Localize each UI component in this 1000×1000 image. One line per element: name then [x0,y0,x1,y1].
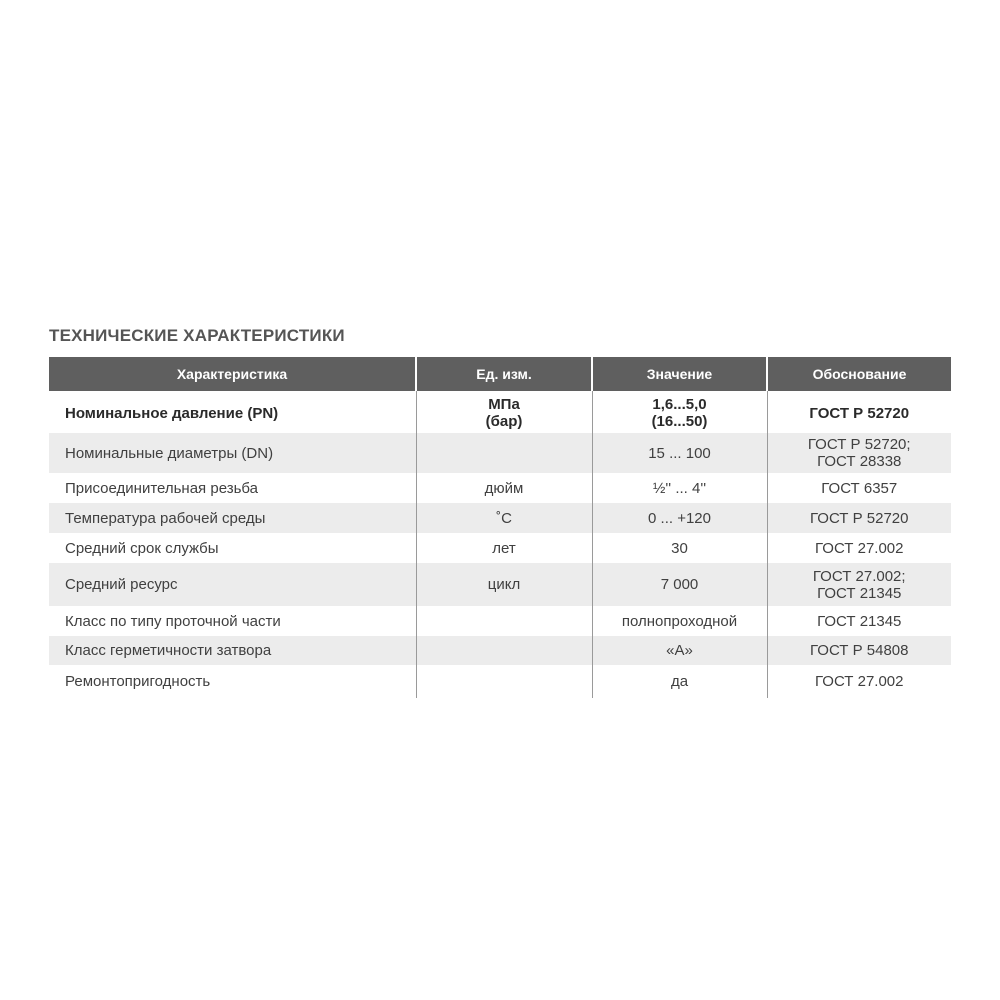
header-unit: Ед. изм. [416,357,592,391]
specs-table [49,357,951,698]
cell-basis: ГОСТ Р 52720 [767,503,951,533]
table-row [49,473,951,503]
cell-value: ½'' ... 4'' [592,473,767,503]
cell-basis: ГОСТ Р 54808 [767,636,951,665]
cell-unit: лет [416,533,592,563]
table-row [49,433,951,473]
cell-basis: ГОСТ Р 52720; ГОСТ 28338 [767,433,951,473]
table-row [49,503,951,533]
cell-basis: ГОСТ 27.002 [767,533,951,563]
table-row [49,665,951,698]
cell-value: 7 000 [592,563,767,606]
cell-basis: ГОСТ 27.002; ГОСТ 21345 [767,563,951,606]
cell-characteristic: Класс герметичности затвора [49,636,416,665]
cell-value: полнопроходной [592,606,767,636]
cell-value: 1,6...5,0 (16...50) [592,393,767,433]
cell-value: 15 ... 100 [592,433,767,473]
cell-value: да [592,665,767,698]
cell-unit: цикл [416,563,592,606]
table-header-row [49,357,951,391]
table-row [49,393,951,433]
table-row [49,533,951,563]
header-characteristic: Характеристика [49,357,416,391]
cell-basis: ГОСТ Р 52720 [767,393,951,433]
cell-characteristic: Номинальное давление (PN) [65,404,279,422]
cell-basis: ГОСТ 6357 [767,473,951,503]
cell-characteristic: Средний срок службы [65,539,219,557]
cell-unit: ˚С [416,503,592,533]
cell-unit [416,636,592,665]
cell-characteristic: Класс по типу проточной части [65,612,281,630]
table-row [49,563,951,606]
cell-basis: ГОСТ 27.002 [767,665,951,698]
cell-unit [416,606,592,636]
header-basis: Обоснование [767,357,951,391]
cell-characteristic: Средний ресурс [49,563,416,606]
table-row [49,636,951,665]
cell-unit [416,665,592,698]
cell-characteristic: Присоединительная резьба [65,479,258,497]
cell-characteristic: Температура рабочей среды [49,503,416,533]
cell-unit: дюйм [416,473,592,503]
cell-characteristic: Номинальные диаметры (DN) [49,433,416,473]
cell-basis: ГОСТ 21345 [767,606,951,636]
cell-value: 0 ... +120 [592,503,767,533]
cell-unit [416,433,592,473]
section-title: ТЕХНИЧЕСКИЕ ХАРАКТЕРИСТИКИ [49,326,345,345]
cell-unit: МПа (бар) [416,393,592,433]
cell-characteristic: Ремонтопригодность [65,673,211,690]
cell-value: «А» [592,636,767,665]
cell-value: 30 [592,533,767,563]
header-value: Значение [592,357,767,391]
table-row [49,606,951,636]
